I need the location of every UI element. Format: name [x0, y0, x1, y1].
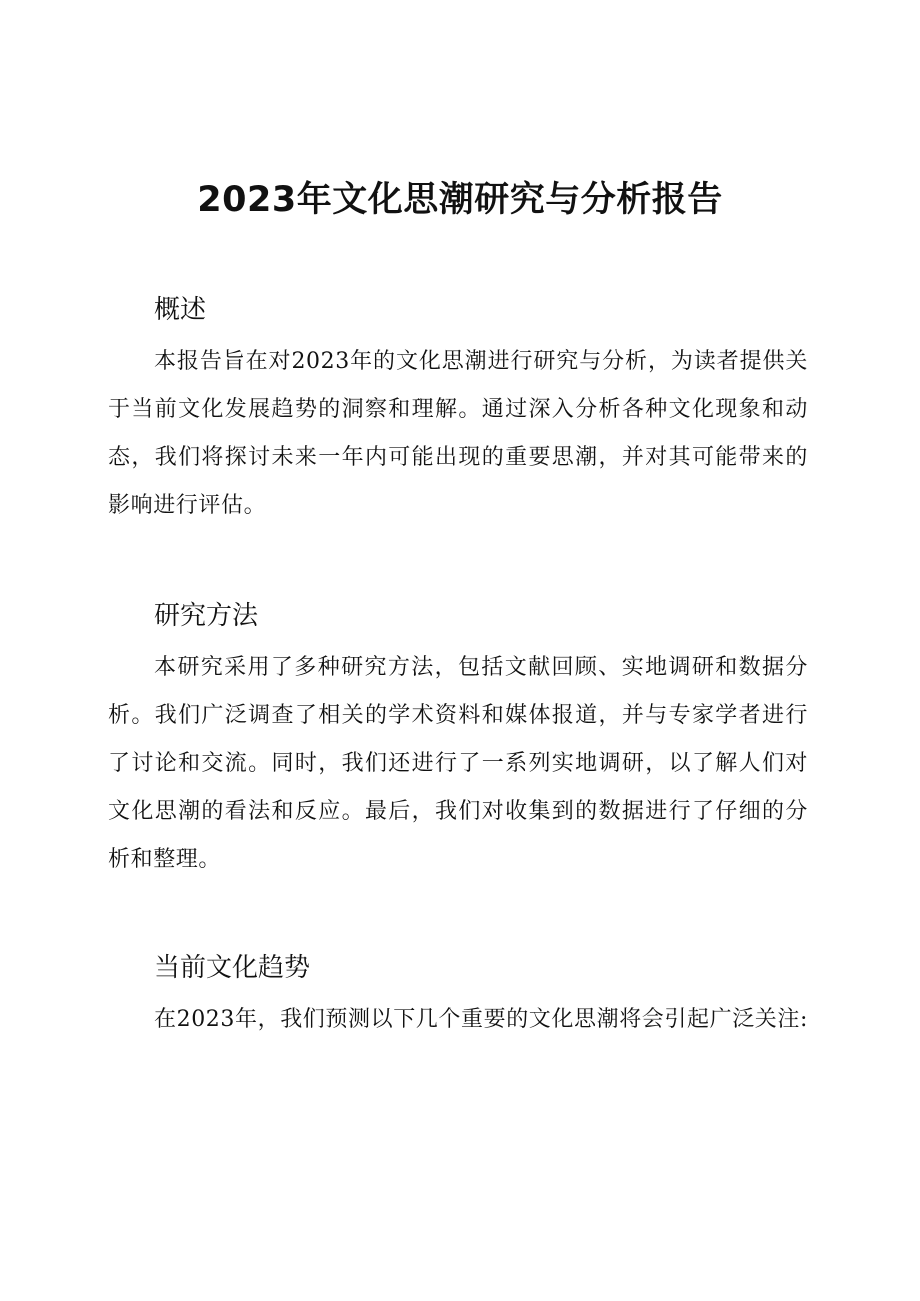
section-paragraph: 本报告旨在对2023年的文化思潮进行研究与分析，为读者提供关于当前文化发展趋势的洞察和理解。通过深入分析各种文化现象和动态，我们将探讨未来一年内可能出现的重要思潮，并对其可能带来的影响进行评估。	[108, 349, 808, 518]
section-paragraph: 在2023年，我们预测以下几个重要的文化思潮将会引起广泛关注:	[154, 1007, 809, 1032]
section-heading: 概述	[154, 295, 207, 325]
section-research-method	[108, 598, 808, 884]
section-current-trends	[108, 950, 808, 1044]
section-paragraph: 本研究采用了多种研究方法，包括文献回顾、实地调研和数据分析。我们广泛调查了相关的学术资料和媒体报道，并与专家学者进行了讨论和交流。同时，我们还进行了一系列实地调研，以了解人们对文化思潮的看法和反应。最后，我们对收集到的数据进行了仔细的分析和整理。	[108, 655, 808, 872]
section-heading: 当前文化趋势	[154, 953, 311, 983]
section-heading: 研究方法	[154, 601, 259, 631]
document-title: 2023年文化思潮研究与分析报告	[197, 180, 723, 220]
section-overview	[108, 292, 808, 530]
